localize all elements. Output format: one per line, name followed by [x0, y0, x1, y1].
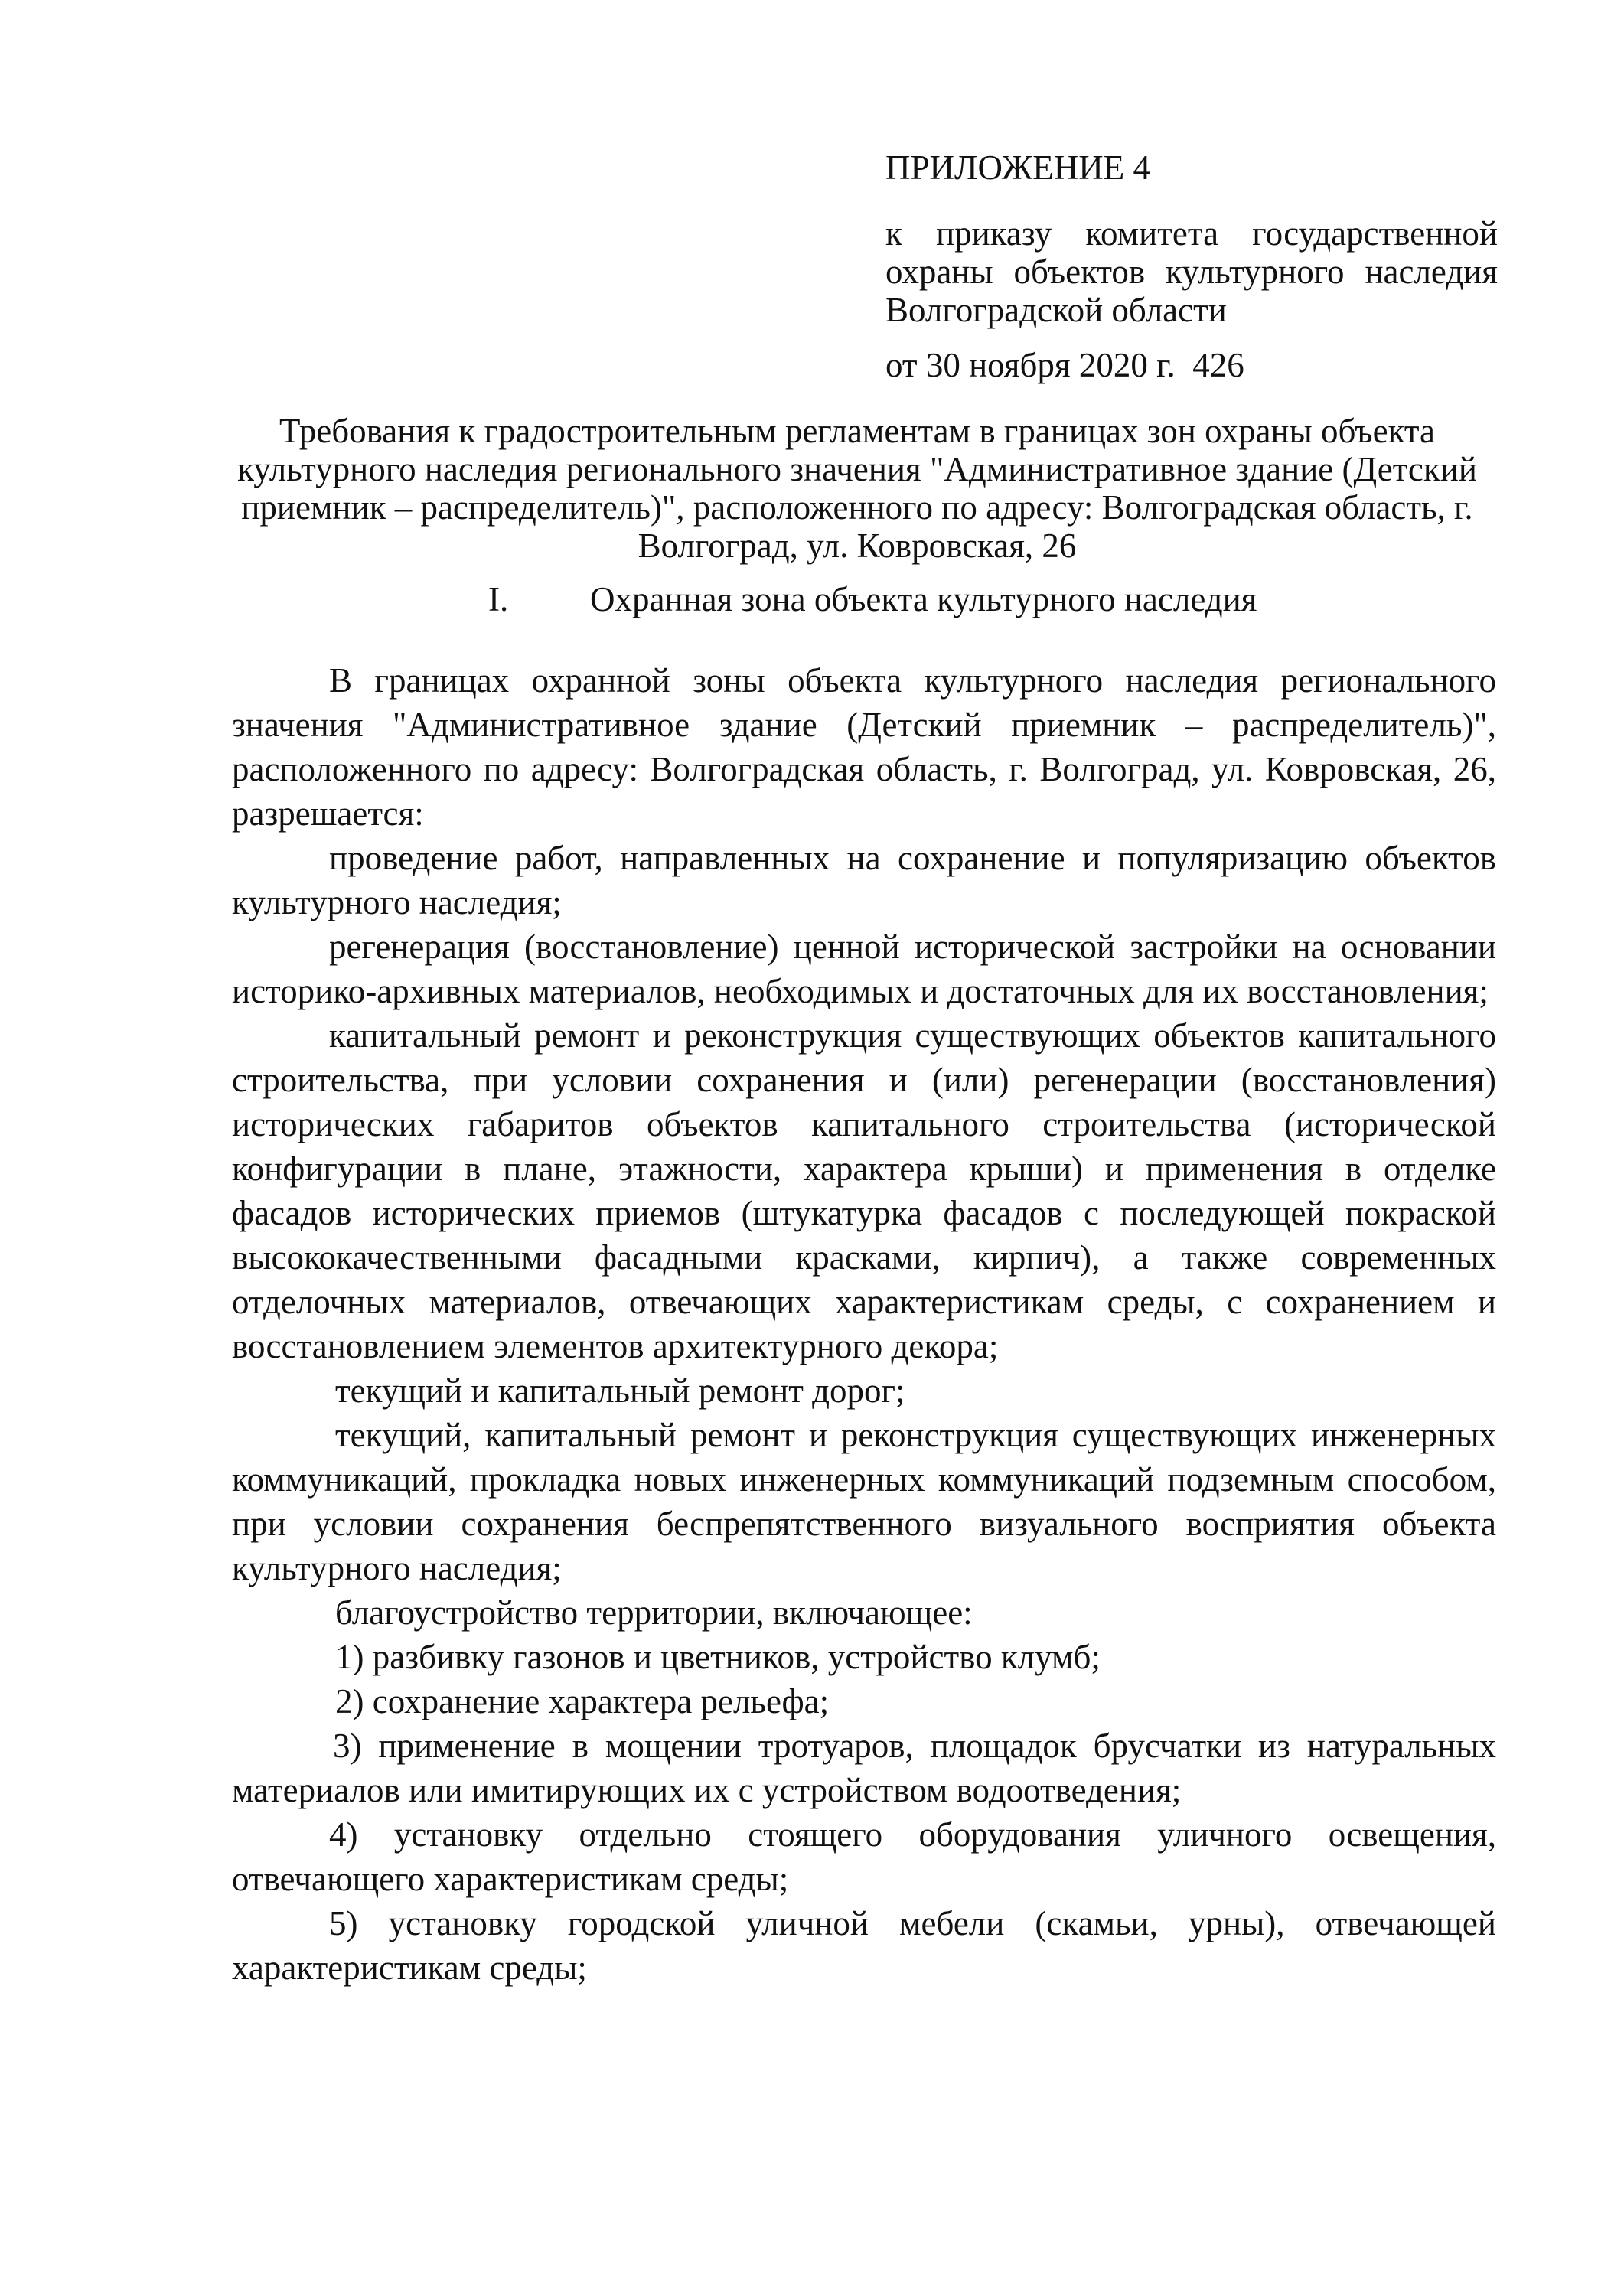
- section-number: I.: [488, 580, 509, 618]
- list-item: 1) разбивку газонов и цветников, устройство клумб;: [335, 1638, 1101, 1676]
- document-body: [232, 658, 1496, 1990]
- paragraph-item: капитальный ремонт и реконструкция существующих объектов капитального строительства, при условии сохранения и (или) регенерации (восстановления) исторических габаритов объектов капитального строительства (исторической конфигурации в плане, этажности, характера крыши) и применения в отделке фасадов исторических приемов (штукатурка фасадов с последующей покраской высококачественными фасадными красками, кирпич), а также современных отделочных материалов, отвечающих характеристикам среды, с сохранением и восстановлением элементов архитектурного декора;: [232, 1016, 1496, 1365]
- list-item: 5) установку городской уличной мебели (скамьи, урны), отвечающей характеристикам среды;: [232, 1904, 1496, 1987]
- paragraph-item: регенерация (восстановление) ценной исторической застройки на основании историко-архивных материалов, необходимых и достаточных для их восстановления;: [232, 928, 1496, 1010]
- annex-order-reference: к приказу комитета государственной охраны объектов культурного наследия Волгоградской области: [885, 214, 1498, 329]
- paragraph-item: благоустройство территории, включающее:: [335, 1593, 973, 1632]
- document-title: Требования к градостроительным регламентам в границах зон охраны объекта культурного наследия регионального значения "Административное здание (Детский приемник – распределитель)", расположенного по адресу: Волгоградская область, г. Волгоград, ул. Ковровская, 26: [237, 412, 1477, 565]
- paragraph-item: проведение работ, направленных на сохранение и популяризацию объектов культурного наследия;: [232, 839, 1496, 921]
- list-item: 4) установку отдельно стоящего оборудования уличного освещения, отвечающего характеристикам среды;: [232, 1815, 1496, 1898]
- section-title: Охранная зона объекта культурного наследия: [590, 580, 1257, 618]
- paragraph-intro: В границах охранной зоны объекта культурного наследия регионального значения "Административное здание (Детский приемник – распределитель)", расположенного по адресу: Волгоградская область, г. Волгоград, ул. Ковровская, 26, разрешается:: [232, 661, 1496, 833]
- annex-date-line: от 30 ноября 2020 г. 426: [885, 346, 1244, 384]
- paragraph-item: текущий и капитальный ремонт дорог;: [335, 1371, 905, 1410]
- paragraph-item: текущий, капитальный ремонт и реконструкция существующих инженерных коммуникаций, прокладка новых инженерных коммуникаций подземным способом, при условии сохранения беспрепятственного визуального восприятия объекта культурного наследия;: [232, 1416, 1496, 1587]
- annex-title: ПРИЛОЖЕНИЕ 4: [885, 148, 1150, 187]
- list-item: 2) сохранение характера рельефа;: [335, 1682, 830, 1720]
- list-item: 3) применение в мощении тротуаров, площадок брусчатки из натуральных материалов или имитирующих их с устройством водоотведения;: [232, 1727, 1496, 1809]
